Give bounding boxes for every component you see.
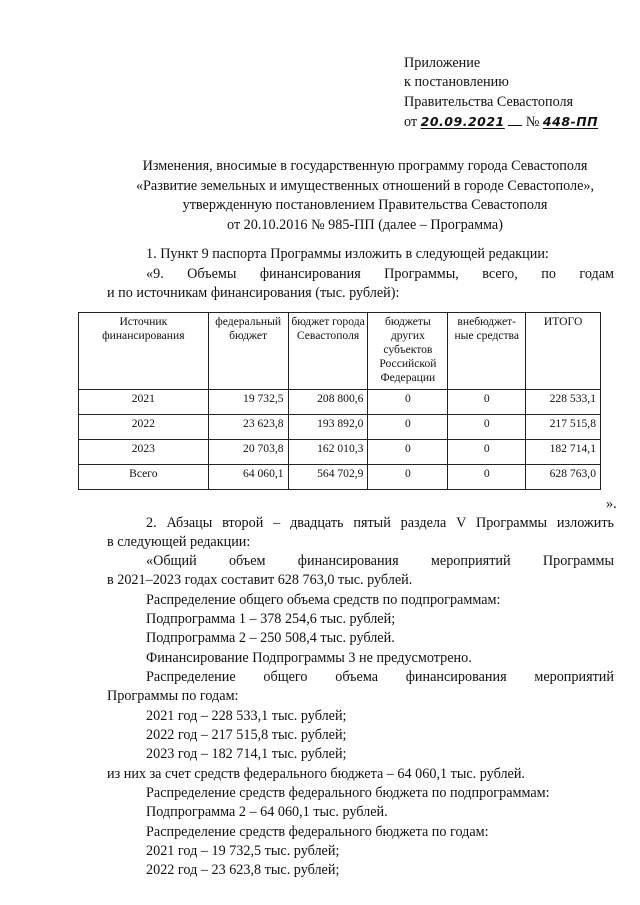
paragraph: Распределение общего объема финансирования мероприятий — [146, 669, 614, 685]
paragraph: Подпрограмма 2 – 64 060,1 тыс. рублей. — [146, 804, 388, 820]
table-cell: 0 — [448, 465, 526, 490]
paragraph: Распределение средств федерального бюджета по подпрограммам: — [146, 785, 550, 801]
column-header: бюджеты других субъектов Российской Федерации — [368, 313, 448, 390]
number-prefix: № — [525, 114, 540, 131]
handwritten-date: 20.09.2021 — [420, 114, 505, 130]
paragraph: Подпрограмма 1 – 378 254,6 тыс. рублей; — [146, 611, 396, 627]
table-cell: 0 — [368, 465, 448, 490]
column-header: внебюджет-ные средства — [448, 313, 526, 390]
document-title — [100, 157, 630, 235]
table-cell: 193 892,0 — [288, 415, 368, 440]
table-cell: 0 — [368, 440, 448, 465]
title-line: «Развитие земельных и имущественных отношений в городе Севастополе», — [135, 177, 595, 194]
table-cell: 64 060,1 — [208, 465, 288, 490]
paragraph: и по источникам финансирования (тыс. рублей): — [107, 285, 400, 301]
table-cell: 208 800,6 — [288, 390, 368, 415]
table-row — [79, 390, 601, 415]
table-row — [79, 440, 601, 465]
table-cell: 217 515,8 — [526, 415, 601, 440]
paragraph: 1. Пункт 9 паспорта Программы изложить в следующей редакции: — [146, 246, 549, 262]
paragraph: в 2021–2023 годах составит 628 763,0 тыс. рублей. — [107, 572, 413, 588]
table-cell: 0 — [448, 415, 526, 440]
column-header: федеральный бюджет — [208, 313, 288, 390]
paragraph: 2022 год – 23 623,8 тыс. рублей; — [146, 862, 340, 878]
table-cell: 19 732,5 — [208, 390, 288, 415]
column-header: ИТОГО — [526, 313, 601, 390]
table-cell: 628 763,0 — [526, 465, 601, 490]
title-line: Изменения, вносимые в государственную программу города Севастополя — [142, 158, 588, 174]
handwritten-number: 448-ПП — [542, 114, 599, 130]
table-cell: Всего — [79, 465, 209, 490]
table-cell: 0 — [368, 390, 448, 415]
paragraph: из них за счет средств федерального бюджета – 64 060,1 тыс. рублей. — [107, 766, 525, 782]
table-cell: 182 714,1 — [526, 440, 601, 465]
paragraph: 2023 год – 182 714,1 тыс. рублей; — [146, 746, 347, 762]
paragraph: Распределение общего объема средств по подпрограммам: — [146, 592, 501, 608]
paragraph: 2021 год – 19 732,5 тыс. рублей; — [146, 843, 340, 859]
paragraph: Распределение средств федерального бюджета по годам: — [146, 824, 489, 840]
paragraph: 2. Абзацы второй – двадцать пятый раздела V Программы изложить — [146, 515, 614, 531]
table-row — [79, 415, 601, 440]
date-prefix: от — [404, 114, 418, 131]
table-cell: 2023 — [79, 440, 209, 465]
table-cell: 228 533,1 — [526, 390, 601, 415]
column-header: Источник финансирования — [79, 313, 209, 390]
appendix-line: Приложение — [404, 55, 481, 71]
paragraph: в следующей редакции: — [107, 534, 251, 550]
table-header-row — [79, 313, 601, 390]
table-cell: 23 623,8 — [208, 415, 288, 440]
table-cell: 0 — [368, 415, 448, 440]
appendix-line: Правительства Севастополя — [404, 93, 574, 110]
paragraph: Финансирование Подпрограммы 3 не предусмотрено. — [146, 650, 472, 666]
appendix-block — [404, 54, 598, 133]
appendix-line: к постановлению — [404, 74, 509, 91]
table-cell: 0 — [448, 440, 526, 465]
closing-quote: ». — [606, 496, 617, 512]
table-cell: 564 702,9 — [288, 465, 368, 490]
paragraph: 2022 год – 217 515,8 тыс. рублей; — [146, 727, 347, 743]
paragraph: 2021 год – 228 533,1 тыс. рублей; — [146, 708, 347, 724]
table-total-row — [79, 465, 601, 490]
paragraph: Программы по годам: — [107, 688, 239, 704]
title-line: от 20.10.2016 № 985-ПП (далее – Программа) — [227, 216, 503, 233]
table-cell: 0 — [448, 390, 526, 415]
table-cell: 2021 — [79, 390, 209, 415]
column-header: бюджет города Севастополя — [288, 313, 368, 390]
paragraph: Подпрограмма 2 – 250 508,4 тыс. рублей. — [146, 630, 395, 646]
table-cell: 2022 — [79, 415, 209, 440]
paragraph: «Общий объем финансирования мероприятий Программы — [146, 553, 614, 569]
paragraph: «9. Объемы финансирования Программы, всего, по годам — [146, 266, 614, 282]
appendix-date-line — [404, 112, 598, 132]
table-cell: 162 010,3 — [288, 440, 368, 465]
financing-table — [78, 312, 601, 490]
title-line: утвержденную постановлением Правительства Севастополя — [182, 197, 548, 213]
table-cell: 20 703,8 — [208, 440, 288, 465]
